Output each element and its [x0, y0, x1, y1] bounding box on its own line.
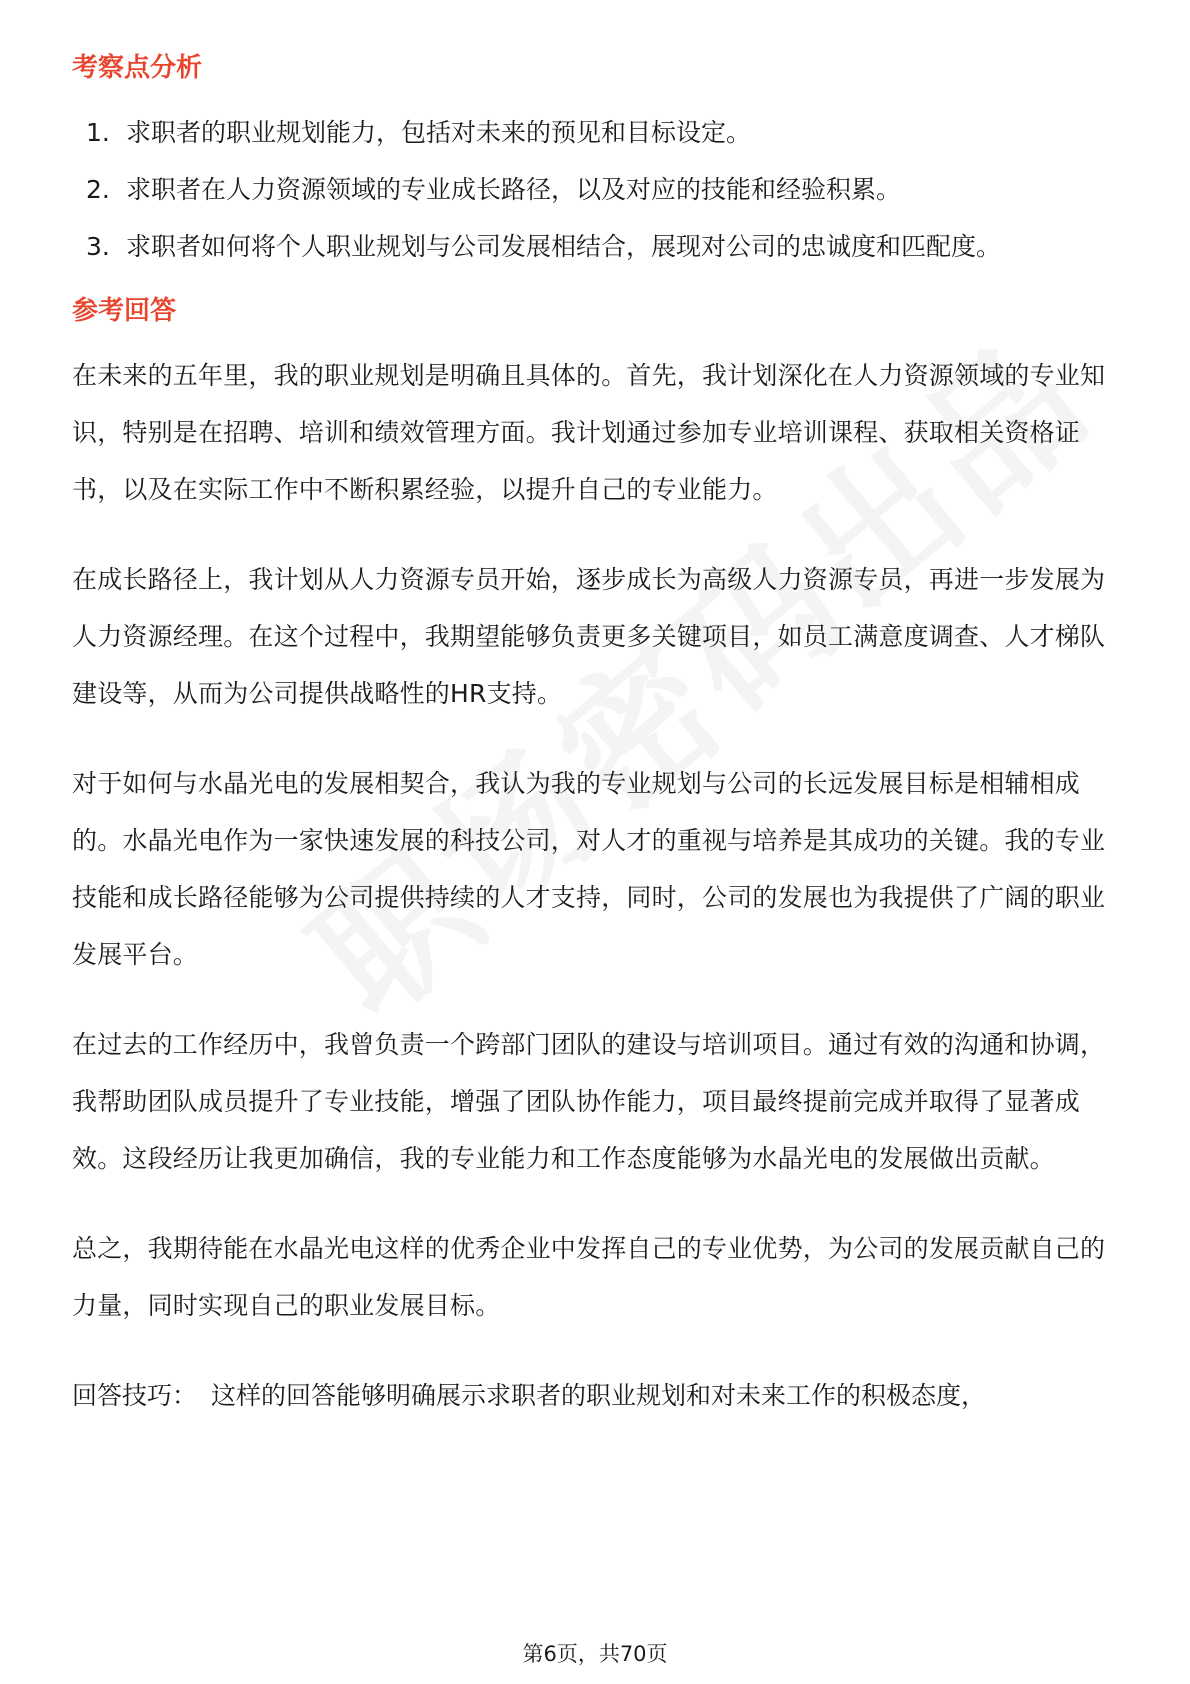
- point-text: 求职者的职业规划能力，包括对未来的预见和目标设定。: [126, 118, 752, 147]
- answer-paragraph-1: 在未来的五年里，我的职业规划是明确且具体的。首先，我计划深化在人力资源领域的专业知识，特别是在招聘、培训和绩效管理方面。我计划通过参加专业培训课程、获取相关资格证书，以及在实际工作中不断积累经验，以提升自己的专业能力。: [72, 361, 1106, 504]
- point-number: 3.: [86, 232, 110, 261]
- analysis-points-list: [72, 104, 1118, 275]
- answer-paragraph-5: 总之，我期待能在水晶光电这样的优秀企业中发挥自己的专业优势，为公司的发展贡献自己的力量，同时实现自己的职业发展目标。: [72, 1234, 1106, 1320]
- page-content: [72, 48, 1118, 1424]
- answer-tip: [72, 1367, 1118, 1424]
- analysis-point-3: [72, 218, 1118, 275]
- point-text: 求职者在人力资源领域的专业成长路径，以及对应的技能和经验积累。: [126, 175, 902, 204]
- tip-text: 这样的回答能够明确展示求职者的职业规划和对未来工作的积极态度，: [211, 1381, 987, 1410]
- analysis-heading: 考察点分析: [72, 53, 203, 83]
- analysis-point-1: [72, 104, 1118, 161]
- point-number: 1.: [86, 118, 110, 147]
- page-number-footer: 第6页，共70页: [522, 1642, 668, 1666]
- point-text: 求职者如何将个人职业规划与公司发展相结合，展现对公司的忠诚度和匹配度。: [126, 232, 1002, 261]
- analysis-point-2: [72, 161, 1118, 218]
- answer-paragraph-2: 在成长路径上，我计划从人力资源专员开始，逐步成长为高级人力资源专员，再进一步发展为人力资源经理。在这个过程中，我期望能够负责更多关键项目，如员工满意度调查、人才梯队建设等，从而为公司提供战略性的HR支持。: [72, 565, 1106, 708]
- point-number: 2.: [86, 175, 110, 204]
- answer-paragraph-3: 对于如何与水晶光电的发展相契合，我认为我的专业规划与公司的长远发展目标是相辅相成的。水晶光电作为一家快速发展的科技公司，对人才的重视与培养是其成功的关键。我的专业技能和成长路径能够为公司提供持续的人才支持，同时，公司的发展也为我提供了广阔的职业发展平台。: [72, 769, 1106, 969]
- tip-label: 回答技巧：: [72, 1381, 198, 1410]
- answer-paragraph-4: 在过去的工作经历中，我曾负责一个跨部门团队的建设与培训项目。通过有效的沟通和协调，我帮助团队成员提升了专业技能，增强了团队协作能力，项目最终提前完成并取得了显著成效。这段经历让我更加确信，我的专业能力和工作态度能够为水晶光电的发展做出贡献。: [72, 1030, 1106, 1173]
- answer-heading: 参考回答: [72, 296, 177, 326]
